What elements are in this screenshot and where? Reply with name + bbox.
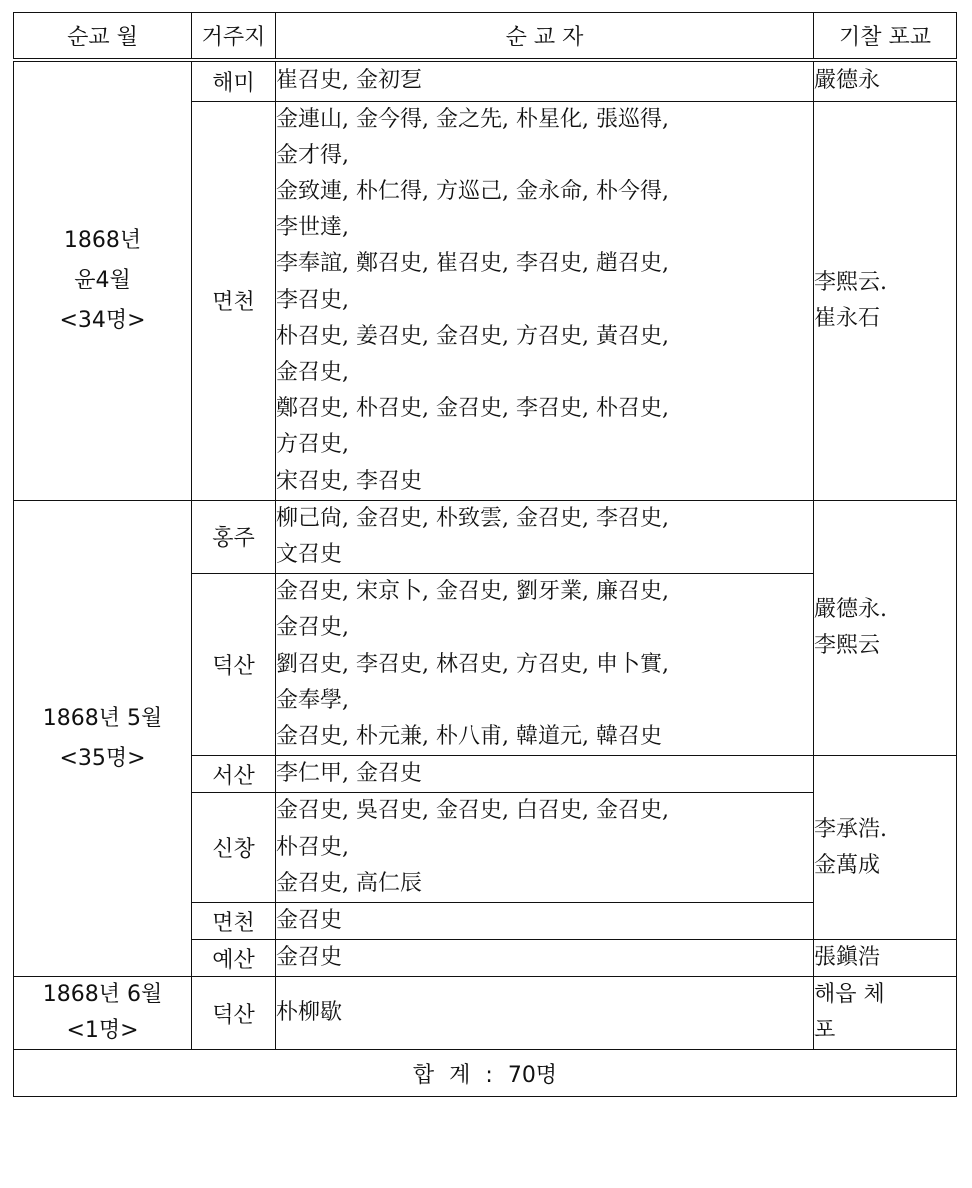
- martyr-names-cell: 朴柳歇: [276, 977, 814, 1050]
- martyr-names-cell: 金連山, 金今得, 金之先, 朴星化, 張巡得, 金才得, 金致連, 朴仁得, 方巡己, 金永命, 朴今得, 李世達, 李奉誼, 鄭召史, 崔召史, 李召史, 趙召史, 李召史, 朴召史, 姜召史, 金召史, 方召史, 黃召史, 金召史, 鄭召史, 朴召史, 金召史, 李召史, 朴召史, 方召史, 宋召史, 李召史: [276, 101, 814, 500]
- martyr-names-cell: 崔召史, 金初乭: [276, 60, 814, 101]
- total-row: [14, 1050, 957, 1097]
- residence-cell: 서산: [192, 756, 276, 793]
- martyr-names-cell: 金召史: [276, 940, 814, 977]
- table-row: [14, 60, 957, 101]
- period-cell: 1868년 5월 <35명>: [14, 500, 192, 977]
- residence-cell: 예산: [192, 940, 276, 977]
- arrest-officer-cell: 嚴德永. 李熙云: [814, 500, 957, 755]
- martyrs-table: [13, 12, 957, 1097]
- arrest-officer-cell: 張鎭浩: [814, 940, 957, 977]
- arrest-officer-cell: 李承浩. 金萬成: [814, 756, 957, 940]
- martyr-names-cell: 柳己尙, 金召史, 朴致雲, 金召史, 李召史, 文召史: [276, 500, 814, 573]
- martyr-names-cell: 金召史: [276, 902, 814, 939]
- header-row: [14, 13, 957, 61]
- residence-cell: 해미: [192, 60, 276, 101]
- header-arrest: 기찰 포교: [814, 13, 957, 61]
- residence-cell: 면천: [192, 902, 276, 939]
- arrest-officer-cell: 李熙云. 崔永石: [814, 101, 957, 500]
- total-cell: 합 계 : 70명: [14, 1050, 957, 1097]
- table-row: [14, 500, 957, 573]
- residence-cell: 덕산: [192, 574, 276, 756]
- arrest-officer-cell: 嚴德永: [814, 60, 957, 101]
- martyr-names-cell: 金召史, 宋京卜, 金召史, 劉牙業, 廉召史, 金召史, 劉召史, 李召史, 林召史, 方召史, 申卜實, 金奉學, 金召史, 朴元兼, 朴八甫, 韓道元, 韓召史: [276, 574, 814, 756]
- residence-cell: 신창: [192, 793, 276, 903]
- header-residence: 거주지: [192, 13, 276, 61]
- residence-cell: 덕산: [192, 977, 276, 1050]
- table-row: [14, 977, 957, 1050]
- period-cell: 1868년 6월 <1명>: [14, 977, 192, 1050]
- header-martyrs: 순 교 자: [276, 13, 814, 61]
- martyr-names-cell: 李仁甲, 金召史: [276, 756, 814, 793]
- residence-cell: 홍주: [192, 500, 276, 573]
- period-cell: 1868년 윤4월 <34명>: [14, 60, 192, 500]
- header-date: 순교 월: [14, 13, 192, 61]
- arrest-officer-cell: 해읍 체 포: [814, 977, 957, 1050]
- martyr-names-cell: 金召史, 吳召史, 金召史, 白召史, 金召史, 朴召史, 金召史, 高仁辰: [276, 793, 814, 903]
- residence-cell: 면천: [192, 101, 276, 500]
